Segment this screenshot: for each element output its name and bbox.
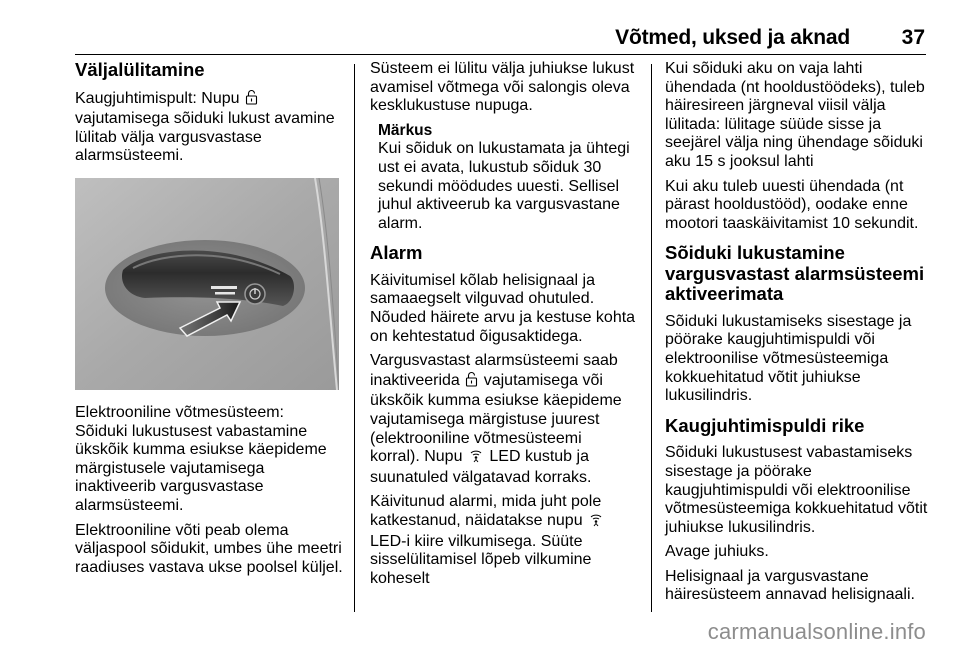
paragraph-battery-disconnect: Kui sõiduki aku on vaja lahti ühendada (nt hooldustöödeks), tuleb häiresireen järgneval viisil välja lülitada: lülitage süüde sisse ja seejärel välja ning ühendage sõiduki aku 15 s jooksul lahti xyxy=(665,60,925,170)
lock-icon xyxy=(465,371,478,393)
heading-remote-fault: Kaugjuhtimispuldi rike xyxy=(665,414,865,436)
paragraph-lock-procedure: Sõiduki lukustamiseks sisestage ja pöörake kaugjuhtimispuldi või elektroonilise võtmesüsteemiga kokkuehitatud võtit juhiukse lukusilindris. xyxy=(665,312,912,405)
paragraph-alarm-trigger: Käivitumisel kõlab helisignaal ja samaaegselt vilguvad ohutuled. Nõuded häirete arvu ja kestuse kohta on kehtestatud õigusaktidega. xyxy=(370,271,636,345)
door-handle-photo xyxy=(75,178,339,390)
paragraph-alarm-deactivate: Vargusvastast alarmsüsteemi saab inaktiveerida vajutamisega või ükskõik kumma esiukse käepideme vajutamisega märgistuse juurest (elektrooniline võtmesüsteemi korral). Nupu LED kustub ja suunatuled välgatavad korraks. xyxy=(370,352,622,486)
paragraph-electronic-key: Elektrooniline võti peab olema väljaspool sõidukit, umbes ühe meetri raadiuses vastava ukse poolsel küljel. xyxy=(75,521,343,576)
alarm-led-icon xyxy=(588,513,604,533)
header-rule xyxy=(75,54,926,55)
heading-deactivation: Väljalülitamine xyxy=(75,59,205,80)
page-number: 37 xyxy=(901,26,925,49)
paragraph-unlock-procedure: Sõiduki lukustusest vabastamiseks sisestage ja pöörake kaugjuhtimispuldi või elektroonilise võtmesüsteemiga kokkuehitatud võtit juhiukse lukusilindris. xyxy=(665,444,928,536)
paragraph-remote: Kaugjuhtimispult: Nupu vajutamisega sõiduki lukust avamine lülitab välja vargusvastase alarmsüsteemi. xyxy=(75,89,335,165)
column-divider-1 xyxy=(354,64,355,612)
paragraph-system: Süsteem ei lülitu välja juhiukse lukust avamisel võtmega või salongis oleva kesklukustuse nupuga. xyxy=(370,60,635,115)
column-3 xyxy=(665,60,937,611)
note-box xyxy=(378,122,642,234)
chapter-title: Võtmed, uksed ja aknad xyxy=(615,26,850,49)
heading-lock-without-alarm: Sõiduki lukustamine vargusvastast alarmsüsteemi aktiveerimata xyxy=(665,242,925,305)
watermark: carmanualsonline.info xyxy=(707,619,926,644)
paragraph-open-door: Avage juhiuks. xyxy=(665,543,769,561)
column-2 xyxy=(370,60,642,594)
paragraph-alarm-triggered: Käivitunud alarmi, mida juht pole katkestanud, näidatakse nupu LED-i kiire vilkumisega. Süüte sisselülitamisel lõpeb vilkumine koheselt xyxy=(370,493,642,588)
note-text: Kui sõiduk on lukustamata ja ühtegi ust ei avata, lukustub sõiduk 30 sekundi möödudes uuesti. Sellisel juhul aktiveerub ka vargusvastane alarm. xyxy=(378,140,630,232)
note-title: Märkus xyxy=(378,121,433,139)
paragraph-battery-reconnect: Kui aku tuleb uuesti ühendada (nt pärast hooldustööd), oodake enne mootori taaskäivitamist 10 sekundit. xyxy=(665,177,919,232)
column-divider-2 xyxy=(651,64,652,612)
page-header xyxy=(0,0,960,48)
column-1-lower xyxy=(75,404,343,583)
heading-alarm: Alarm xyxy=(370,242,423,264)
column-1 xyxy=(75,60,343,172)
photo-caption: Elektrooniline võtmesüsteem: Sõiduki lukustusest vabastamine ükskõik kumma esiukse käepideme märgistusele vajutamisega inaktiveerib vargusvastase alarmsüsteemi. xyxy=(75,404,327,514)
alarm-led-icon xyxy=(468,449,484,469)
paragraph-horn-signal: Helisignaal ja vargusvastane häiresüsteem annavad helisignaali. xyxy=(665,567,915,604)
lock-icon xyxy=(245,89,258,111)
